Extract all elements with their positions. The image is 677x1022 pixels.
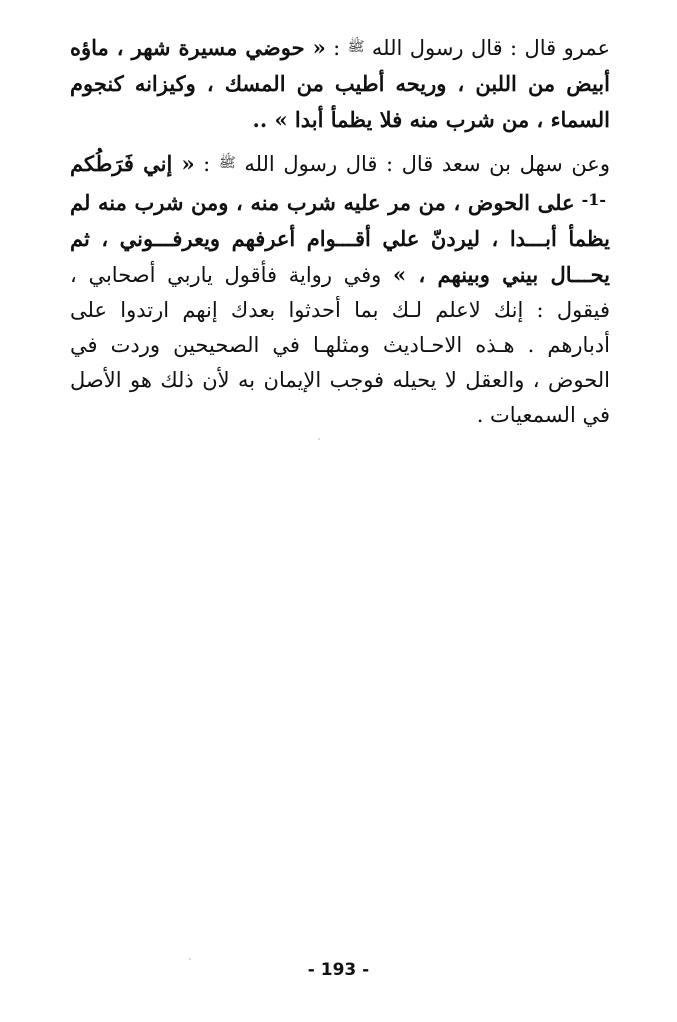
paragraph-2-narrator: وعن سهل بن سعد قال : قال رسول الله (244, 152, 610, 176)
scan-speck (318, 438, 320, 440)
paragraph-1 (70, 30, 610, 138)
paragraph-2-hadith-quote: « إني فَرَطُكم (70, 151, 195, 176)
paragraph-2 (70, 146, 610, 433)
paragraph-2-hadith-quote-continued: على الحوض ، من مر عليه شرب منه ، ومن شرب منه لم يظمأ أبـــدا ، ليردنّ علي أقـــوام أعرفهم ويعرفـــوني ، ثم يحـــال بيني وبينهم ، » (70, 190, 611, 287)
page-number: - 193 - (307, 960, 370, 980)
paragraph-2-commentary: وفي رواية فأقول ياربي أصحابي ، فيقول : إنك لاعلم لـك بما أحدثوا بعدك إنهم ارتدوا على أدبارهم . هـذه الاحـاديث ومثلهـا في الصحيحين وردت في الحوض ، والعقل لا يحيله فوجب الإيمان به لأن ذلك هو الأصل في السمعيات . (70, 263, 610, 427)
paragraph-2-separator: : (194, 152, 211, 176)
scan-speck (189, 958, 191, 960)
paragraph-1-hadith-quote: « حوضي مسيرة شهر ، ماؤه أبيض من اللبن ، وريحه أطيب من المسك ، وكيزانه كنجوم السماء ، من شرب منه فلا يظمأ أبدا » .. (70, 35, 610, 132)
paragraph-1-separator: : (325, 36, 341, 60)
footnote-marker: -1- (581, 190, 606, 209)
salawat-honorific-icon: ﷺ (218, 155, 236, 171)
paragraph-1-narrator: عمرو قال : قال رسول الله (371, 36, 610, 60)
salawat-honorific-icon: ﷺ (347, 39, 365, 55)
